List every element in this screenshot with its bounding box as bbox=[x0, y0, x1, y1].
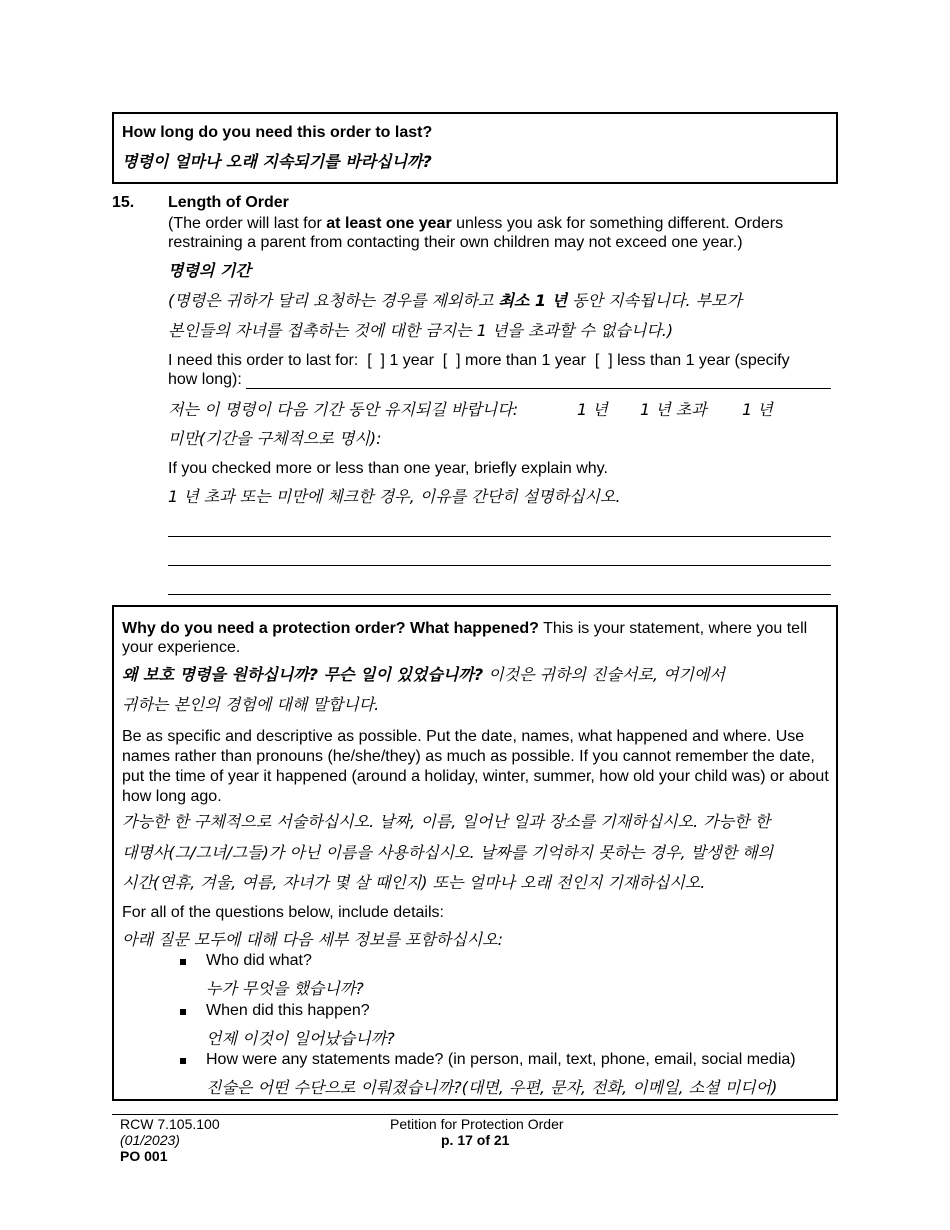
specific-instructions-ko-2: 대명사(그/그녀/그들)가 아닌 이름을 사용하십시오. 날짜를 기억하지 못하는 경우, 발생한 해의 bbox=[122, 843, 774, 862]
length-specify-field[interactable] bbox=[246, 388, 831, 389]
footer-date: (01/2023) bbox=[120, 1132, 180, 1148]
explain-prompt: If you checked more or less than one year, briefly explain why. bbox=[168, 460, 608, 477]
bullet-who-did-what-ko: 누가 무엇을 했습니까? bbox=[206, 979, 364, 998]
question-ko: 명령이 얼마나 오래 지속되기를 바라십니까? bbox=[122, 152, 432, 171]
option-ko-more-than-one-year[interactable]: 1 년 초과 bbox=[640, 400, 707, 419]
specific-instructions: Be as specific and descriptive as possible. Put the date, names, what happened and where. Use names rather than pronouns (he/she/they) as much as possible. If you cannot remember the date, put the time of year it happened (around a holiday, winter, summer, how old your child was) or about how long ago. bbox=[122, 728, 829, 805]
explain-line-3[interactable] bbox=[168, 594, 831, 595]
bullet-how-statements-ko: 진술은 어떤 수단으로 이뤄졌습니까?(대면, 우편, 문자, 전화, 이메일, 소셜 미디어) bbox=[206, 1078, 778, 1097]
question-box-what-happened bbox=[112, 605, 838, 1101]
section-number: 15. bbox=[112, 194, 135, 211]
specific-instructions-ko-1: 가능한 한 구체적으로 서술하십시오. 날짜, 이름, 일어난 일과 장소를 기재하십시오. 가능한 한 bbox=[122, 812, 771, 831]
what-happened-question: Why do you need a protection order? What happened? This is your statement, where you tell your experience. bbox=[122, 620, 808, 656]
question-box-order-length bbox=[112, 112, 838, 184]
section-description: (The order will last for at least one year unless you ask for something different. Orders restraining a parent from contacting their own children may not exceed one year.) bbox=[168, 215, 784, 251]
explain-line-1[interactable] bbox=[168, 536, 831, 537]
section-title-ko: 명령의 기간 bbox=[168, 261, 251, 280]
what-happened-question-ko-1: 왜 보호 명령을 원하십니까? 무슨 일이 있었습니까? 이것은 귀하의 진술서로, 여기에서 bbox=[122, 665, 725, 684]
bullet-when: When did this happen? bbox=[206, 1002, 370, 1019]
length-specify-label: how long): bbox=[168, 371, 242, 388]
length-options-ko-2: 미만(기간을 구체적으로 명시): bbox=[168, 429, 382, 448]
length-options-ko: 저는 이 명령이 다음 기간 동안 유지되길 바랍니다: bbox=[168, 400, 519, 419]
footer-divider bbox=[112, 1114, 838, 1115]
specific-instructions-ko-3: 시간(연휴, 겨울, 여름, 자녀가 몇 살 때인지) 또는 얼마나 오래 전인지 기재하십시오. bbox=[122, 873, 706, 892]
bullet-icon bbox=[180, 959, 186, 965]
option-ko-less-than-one-year[interactable]: 1 년 bbox=[742, 400, 773, 419]
question-en: How long do you need this order to last? bbox=[122, 124, 433, 141]
bullet-icon bbox=[180, 1058, 186, 1064]
bullet-who-did-what: Who did what? bbox=[206, 952, 312, 969]
option-ko-one-year[interactable]: 1 년 bbox=[577, 400, 608, 419]
footer-form-number: PO 001 bbox=[120, 1148, 168, 1164]
bullet-icon bbox=[180, 1009, 186, 1015]
footer-page: p. 17 of 21 bbox=[441, 1132, 510, 1148]
explain-prompt-ko: 1 년 초과 또는 미만에 체크한 경우, 이유를 간단히 설명하십시오. bbox=[168, 487, 621, 506]
what-happened-question-ko-2: 귀하는 본인의 경험에 대해 말합니다. bbox=[122, 695, 380, 714]
bullet-how-statements: How were any statements made? (in person, mail, text, phone, email, social media) bbox=[206, 1051, 796, 1068]
section-description-ko-2: 본인들의 자녀를 접촉하는 것에 대한 금지는 1 년을 초과할 수 없습니다.) bbox=[168, 321, 674, 340]
length-options[interactable]: I need this order to last for: [ ] 1 year [ ] more than 1 year [ ] less than 1 year (specify bbox=[168, 352, 790, 369]
section-description-ko-1: (명령은 귀하가 달리 요청하는 경우를 제외하고 최소 1 년 동안 지속됩니다. 부모가 bbox=[168, 291, 742, 310]
details-instructions: For all of the questions below, include details: bbox=[122, 904, 444, 921]
footer-rcw: RCW 7.105.100 bbox=[120, 1116, 220, 1132]
explain-line-2[interactable] bbox=[168, 565, 831, 566]
section-title: Length of Order bbox=[168, 194, 289, 211]
bullet-when-ko: 언제 이것이 일어났습니까? bbox=[206, 1029, 395, 1048]
footer-title: Petition for Protection Order bbox=[390, 1116, 564, 1132]
details-instructions-ko: 아래 질문 모두에 대해 다음 세부 정보를 포함하십시오: bbox=[122, 930, 504, 949]
